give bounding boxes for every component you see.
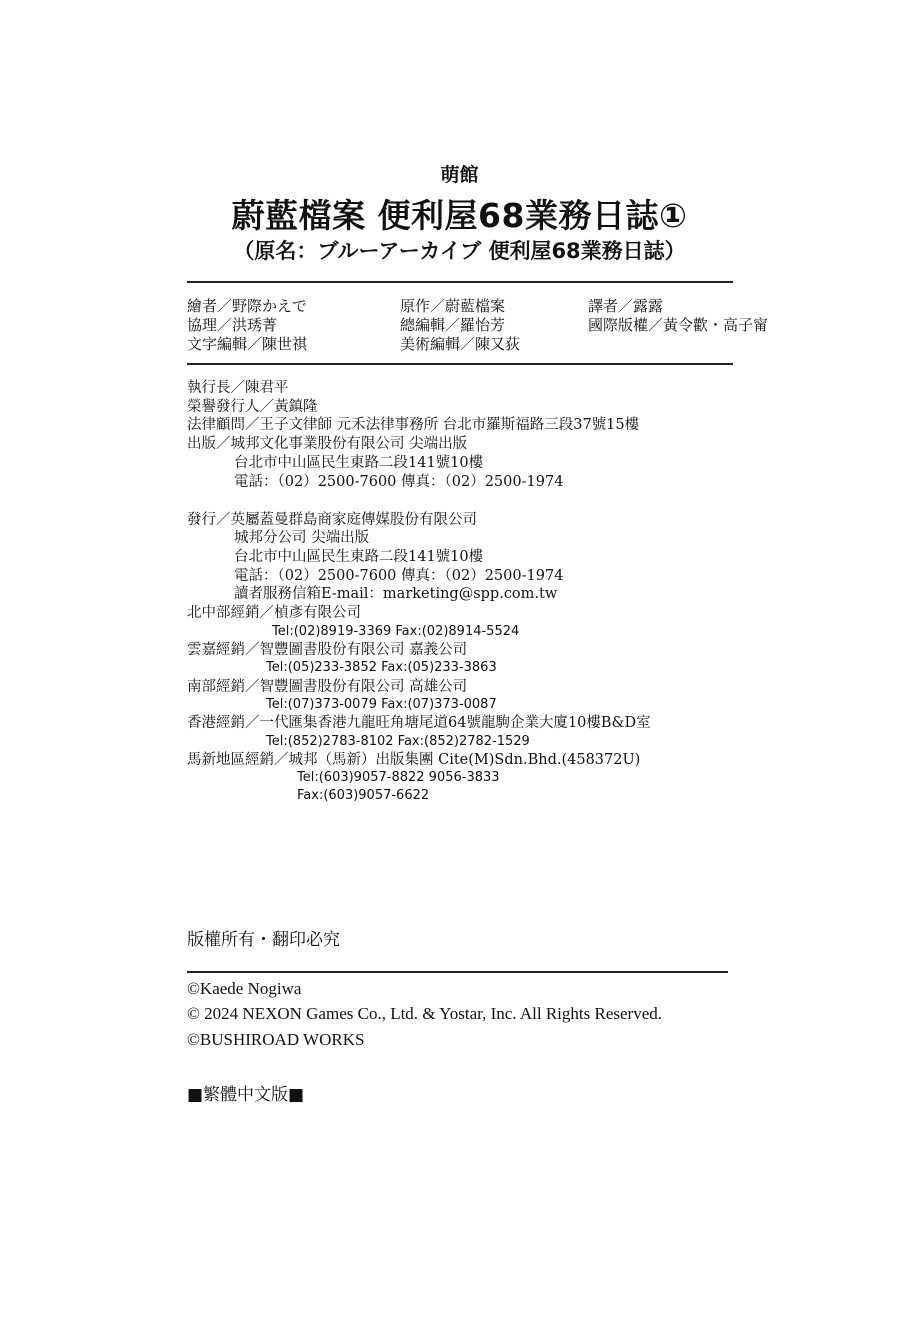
my-distributor: 馬新地區經銷／城邦（馬新）出版集團 Cite(M)Sdn.Bhd.(458372U) [187,752,641,768]
north-distributor: 北中部經銷／楨彥有限公司 [187,605,361,621]
edition-label: ■繁體中文版■ [187,1085,305,1105]
exec-line: 執行長／陳君平 [187,380,289,396]
copyright-author: ©Kaede Nogiwa [187,979,302,998]
branch-address: 台北市中山區民生東路二段141號10樓 [234,549,484,565]
copyright-games: © 2024 NEXON Games Co., Ltd. & Yostar, Inc. All Rights Reserved. [187,1004,662,1023]
hk-distributor: 香港經銷／一代匯集香港九龍旺角塘尾道64號龍駒企業大廈10樓B&D室 [187,715,651,731]
credit-manager: 協理／洪琇菁 [187,316,278,334]
my-distributor-tel: Tel:(603)9057-8822 9056-3833 [297,770,500,785]
credit-translator: 譯者／露露 [588,297,664,315]
branch-line: 城邦分公司 尖端出版 [234,530,370,546]
credit-original-work: 原作／蔚藍檔案 [400,297,506,315]
south-distributor: 南部經銷／智豐圖書股份有限公司 高雄公司 [187,679,468,695]
credit-intl-rights: 國際版權／黃令歡・高子甯 [588,316,769,334]
honorary-publisher-line: 榮譽發行人／黃鎮隆 [187,399,318,415]
original-title: （原名：ブルーアーカイブ 便利屋68業務日誌） [233,239,686,263]
legal-counsel-line: 法律顧問／王子文律師 元禾法律事務所 台北市羅斯福路三段37號15樓 [187,417,640,433]
hk-distributor-tel: Tel:(852)2783-8102 Fax:(852)2782-1529 [266,734,530,749]
chiayi-distributor-tel: Tel:(05)233-3852 Fax:(05)233-3863 [266,660,497,675]
publisher-line: 出版／城邦文化事業股份有限公司 尖端出版 [187,436,468,452]
book-title: 蔚藍檔案 便利屋68業務日誌① [231,196,688,235]
credit-illustrator: 繪者／野際かえで [187,297,308,315]
service-email: 讀者服務信箱E-mail：marketing@spp.com.tw [234,586,558,602]
rights-notice: 版權所有・翻印必究 [187,930,340,950]
credit-text-editor: 文字編輯／陳世祺 [187,335,308,353]
credit-art-editor: 美術編輯／陳又荻 [400,335,521,353]
chiayi-distributor: 雲嘉經銷／智豐圖書股份有限公司 嘉義公司 [187,642,468,658]
divider-middle [187,363,733,365]
divider-top [187,281,733,283]
publisher-phone: 電話：（02）2500-7600 傳真：（02）2500-1974 [234,474,564,490]
north-distributor-tel: Tel:(02)8919-3369 Fax:(02)8914-5524 [272,624,520,639]
south-distributor-tel: Tel:(07)373-0079 Fax:(07)373-0087 [266,697,497,712]
my-distributor-fax: Fax:(603)9057-6622 [297,788,430,803]
publisher-imprint: 萌館 [440,164,479,186]
branch-phone: 電話：（02）2500-7600 傳真：（02）2500-1974 [234,568,564,584]
copyright-bushiroad: ©BUSHIROAD WORKS [187,1030,365,1049]
issuer-line: 發行／英屬蓋曼群島商家庭傳媒股份有限公司 [187,512,477,528]
divider-bottom [187,971,728,973]
credit-chief-editor: 總編輯／羅怡芳 [400,316,506,334]
publisher-address: 台北市中山區民生東路二段141號10樓 [234,455,484,471]
